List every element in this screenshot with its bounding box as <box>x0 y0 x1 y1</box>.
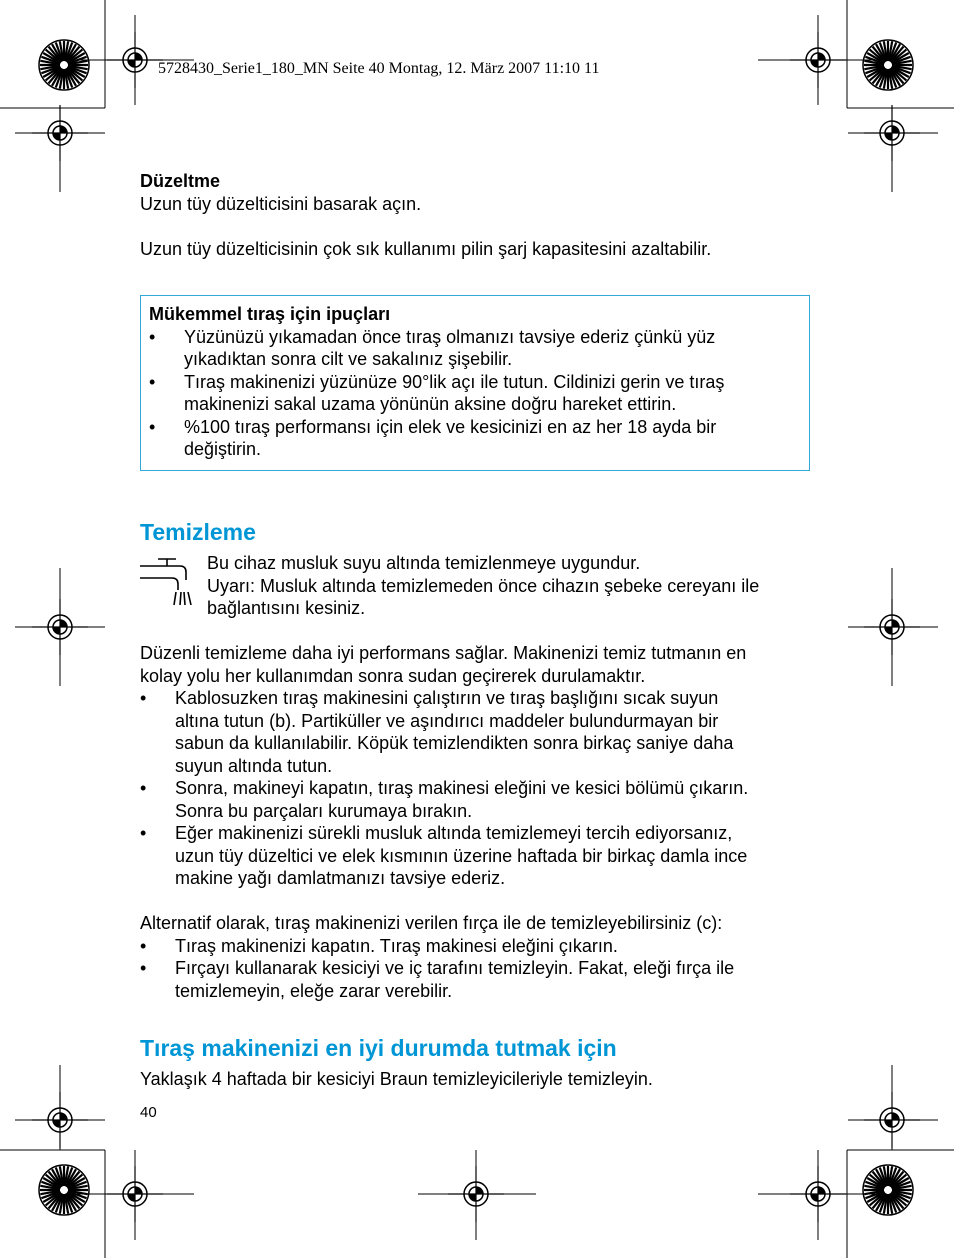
tips-item-line: Tıraş makinenizi yüzünüze 90°lik açı ile tutun. Cildinizi gerin ve tıraş <box>184 371 725 392</box>
bullet: • <box>140 688 147 708</box>
water-notice <box>207 552 812 620</box>
bullet: • <box>140 823 147 843</box>
tips-item <box>149 371 801 416</box>
trimming-section <box>140 170 812 260</box>
cleaning-alt-item <box>140 935 812 958</box>
faucet-icon <box>140 556 192 610</box>
cleaning-item-line: Sonra bu parçaları kurumaya bırakın. <box>175 800 473 821</box>
bullet: • <box>149 371 156 392</box>
cleaning-item-line: uzun tüy düzeltici ve elek kısmının üzerine haftada bir birkaç damla ince <box>175 845 748 866</box>
trimming-heading: Düzeltme <box>140 171 221 191</box>
bullet: • <box>149 326 156 347</box>
cleaning-heading: Temizleme <box>140 519 256 545</box>
water-warning: bağlantısını kesiniz. <box>207 598 366 618</box>
cleaning-item-line: suyun altında tutun. <box>175 755 333 776</box>
cleaning-item-line: sabun da kullanılabilir. Köpük temizlendikten sonra birkaç saniye daha <box>175 733 734 753</box>
tips-box <box>140 295 810 471</box>
bullet: • <box>140 935 147 956</box>
cleaning-alt-line: Fırçayı kullanarak kesiciyi ve iç tarafını temizleyin. Fakat, eleği fırça ile <box>175 958 735 978</box>
trimming-line: Uzun tüy düzelticisini basarak açın. <box>140 193 422 214</box>
cleaning-item-line: Eğer makinenizi sürekli musluk altında temizlemeyi tercih ediyorsanız, <box>175 823 733 843</box>
cleaning-alt-line: temizlemeyin, eleğe zarar verebilir. <box>175 980 453 1001</box>
trimming-note: Uzun tüy düzelticisinin çok sık kullanımı pilin şarj kapasitesini azaltabilir. <box>140 238 712 259</box>
maintain-heading: Tıraş makinenizi en iyi durumda tutmak için <box>140 1035 617 1061</box>
water-line: Bu cihaz musluk suyu altında temizlenmeye uygundur. <box>207 553 641 573</box>
cleaning-item-line: makine yağı damlatmanızı tavsiye ederiz. <box>175 868 506 888</box>
cleaning-item <box>140 822 812 890</box>
cleaning-alt-line: Tıraş makinenizi kapatın. Tıraş makinesi eleğini çıkarın. <box>175 935 618 956</box>
bullet: • <box>149 416 156 437</box>
tips-item-line: Yüzünüzü yıkamadan önce tıraş olmanızı tavsiye ederiz çünkü yüz <box>184 326 716 347</box>
tips-item-line: %100 tıraş performansı için elek ve kesicinizi en az her 18 ayda bir <box>184 416 717 437</box>
cleaning-intro: Düzenli temizleme daha iyi performans sağlar. Makinenizi temiz tutmanın en <box>140 643 747 663</box>
cleaning-intro: kolay yolu her kullanımdan sonra sudan geçirerek durulamaktır. <box>140 665 646 686</box>
cleaning-alt: Alternatif olarak, tıraş makinenizi verilen fırça ile de temizleyebilirsiniz (c): <box>140 913 723 933</box>
cleaning-body <box>140 642 812 1002</box>
page-number: 40 <box>140 1104 157 1121</box>
tips-item-line: yıkadıktan sonra cilt ve sakalınız şişebilir. <box>184 349 513 369</box>
cleaning-item-line: altına tutun (b). Partiküller ve aşındırıcı maddeler bulundurmayan bir <box>175 710 719 731</box>
water-warning: Uyarı: Musluk altında temizlemeden önce cihazın şebeke cereyanı ile <box>207 575 760 596</box>
maintain-text: Yaklaşık 4 haftada bir kesiciyi Braun temizleyicileriyle temizleyin. <box>140 1069 653 1089</box>
cleaning-item-line: Sonra, makineyi kapatın, tıraş makinesi eleğini ve kesici bölümü çıkarın. <box>175 778 749 798</box>
tips-item-line: değiştirin. <box>184 439 262 459</box>
cleaning-item <box>140 777 812 822</box>
bullet: • <box>140 958 147 978</box>
tips-item-line: makinenizi sakal uzama yönünün aksine doğru hareket ettirin. <box>184 394 677 414</box>
tips-item <box>149 416 801 461</box>
cleaning-item-line: Kablosuzken tıraş makinesini çalıştırın ve tıraş başlığını sıcak suyun <box>175 688 719 708</box>
cleaning-alt-item <box>140 957 812 1002</box>
tips-heading: Mükemmel tıraş için ipuçları <box>149 304 391 324</box>
print-slug: 5728430_Serie1_180_MN Seite 40 Montag, 12. März 2007 11:10 11 <box>158 60 600 77</box>
cleaning-item <box>140 687 812 777</box>
bullet: • <box>140 778 147 798</box>
tips-item <box>149 326 801 371</box>
